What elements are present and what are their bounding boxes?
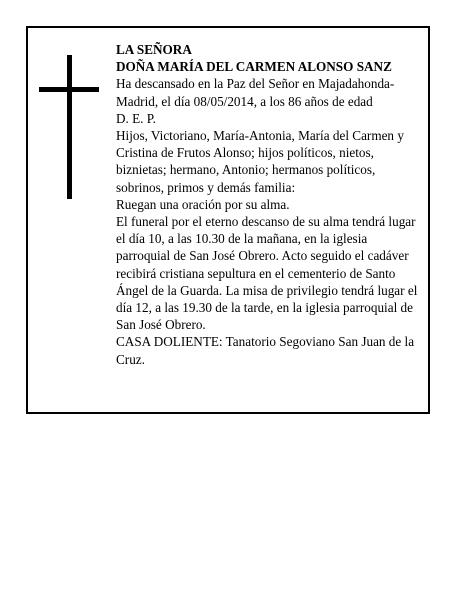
mourning-house: CASA DOLIENTE: Tanatorio Segoviano San Juan de la Cruz. xyxy=(116,334,415,367)
cross-horizontal-bar xyxy=(39,87,99,92)
cross-icon xyxy=(39,55,99,199)
obituary-notice xyxy=(26,26,430,414)
family-text: Hijos, Victoriano, María-Antonia, María del Carmen y Cristina de Frutos Alonso; hijos políticos, nietos, biznietas; hermano, Antonio; hermanos políticos, sobrinos, primos y demás familia: xyxy=(116,128,404,195)
deceased-name: DOÑA MARÍA DEL CARMEN ALONSO SANZ xyxy=(116,59,392,75)
notice-text xyxy=(116,41,422,368)
prayer-request: Ruegan una oración por su alma. xyxy=(116,196,290,212)
rip-text: D. E. P. xyxy=(116,110,156,126)
announcement-text: Ha descansado en la Paz del Señor en Majadahonda-Madrid, el día 08/05/2014, a los 86 años de edad xyxy=(116,76,395,109)
notice-title: LA SEÑORA xyxy=(116,42,192,57)
cross-vertical-bar xyxy=(67,55,72,199)
funeral-details: El funeral por el eterno descanso de su alma tendrá lugar el día 10, a las 10.30 de la mañana, en la iglesia parroquial de San José Obrero. Acto seguido el cadáver recibirá cristiana sepultura en el cementerio de Santo Ángel de la Guarda. La misa de privilegio tendrá lugar el día 12, a las 19.30 de la tarde, en la iglesia parroquial de San José Obrero. xyxy=(116,214,418,333)
